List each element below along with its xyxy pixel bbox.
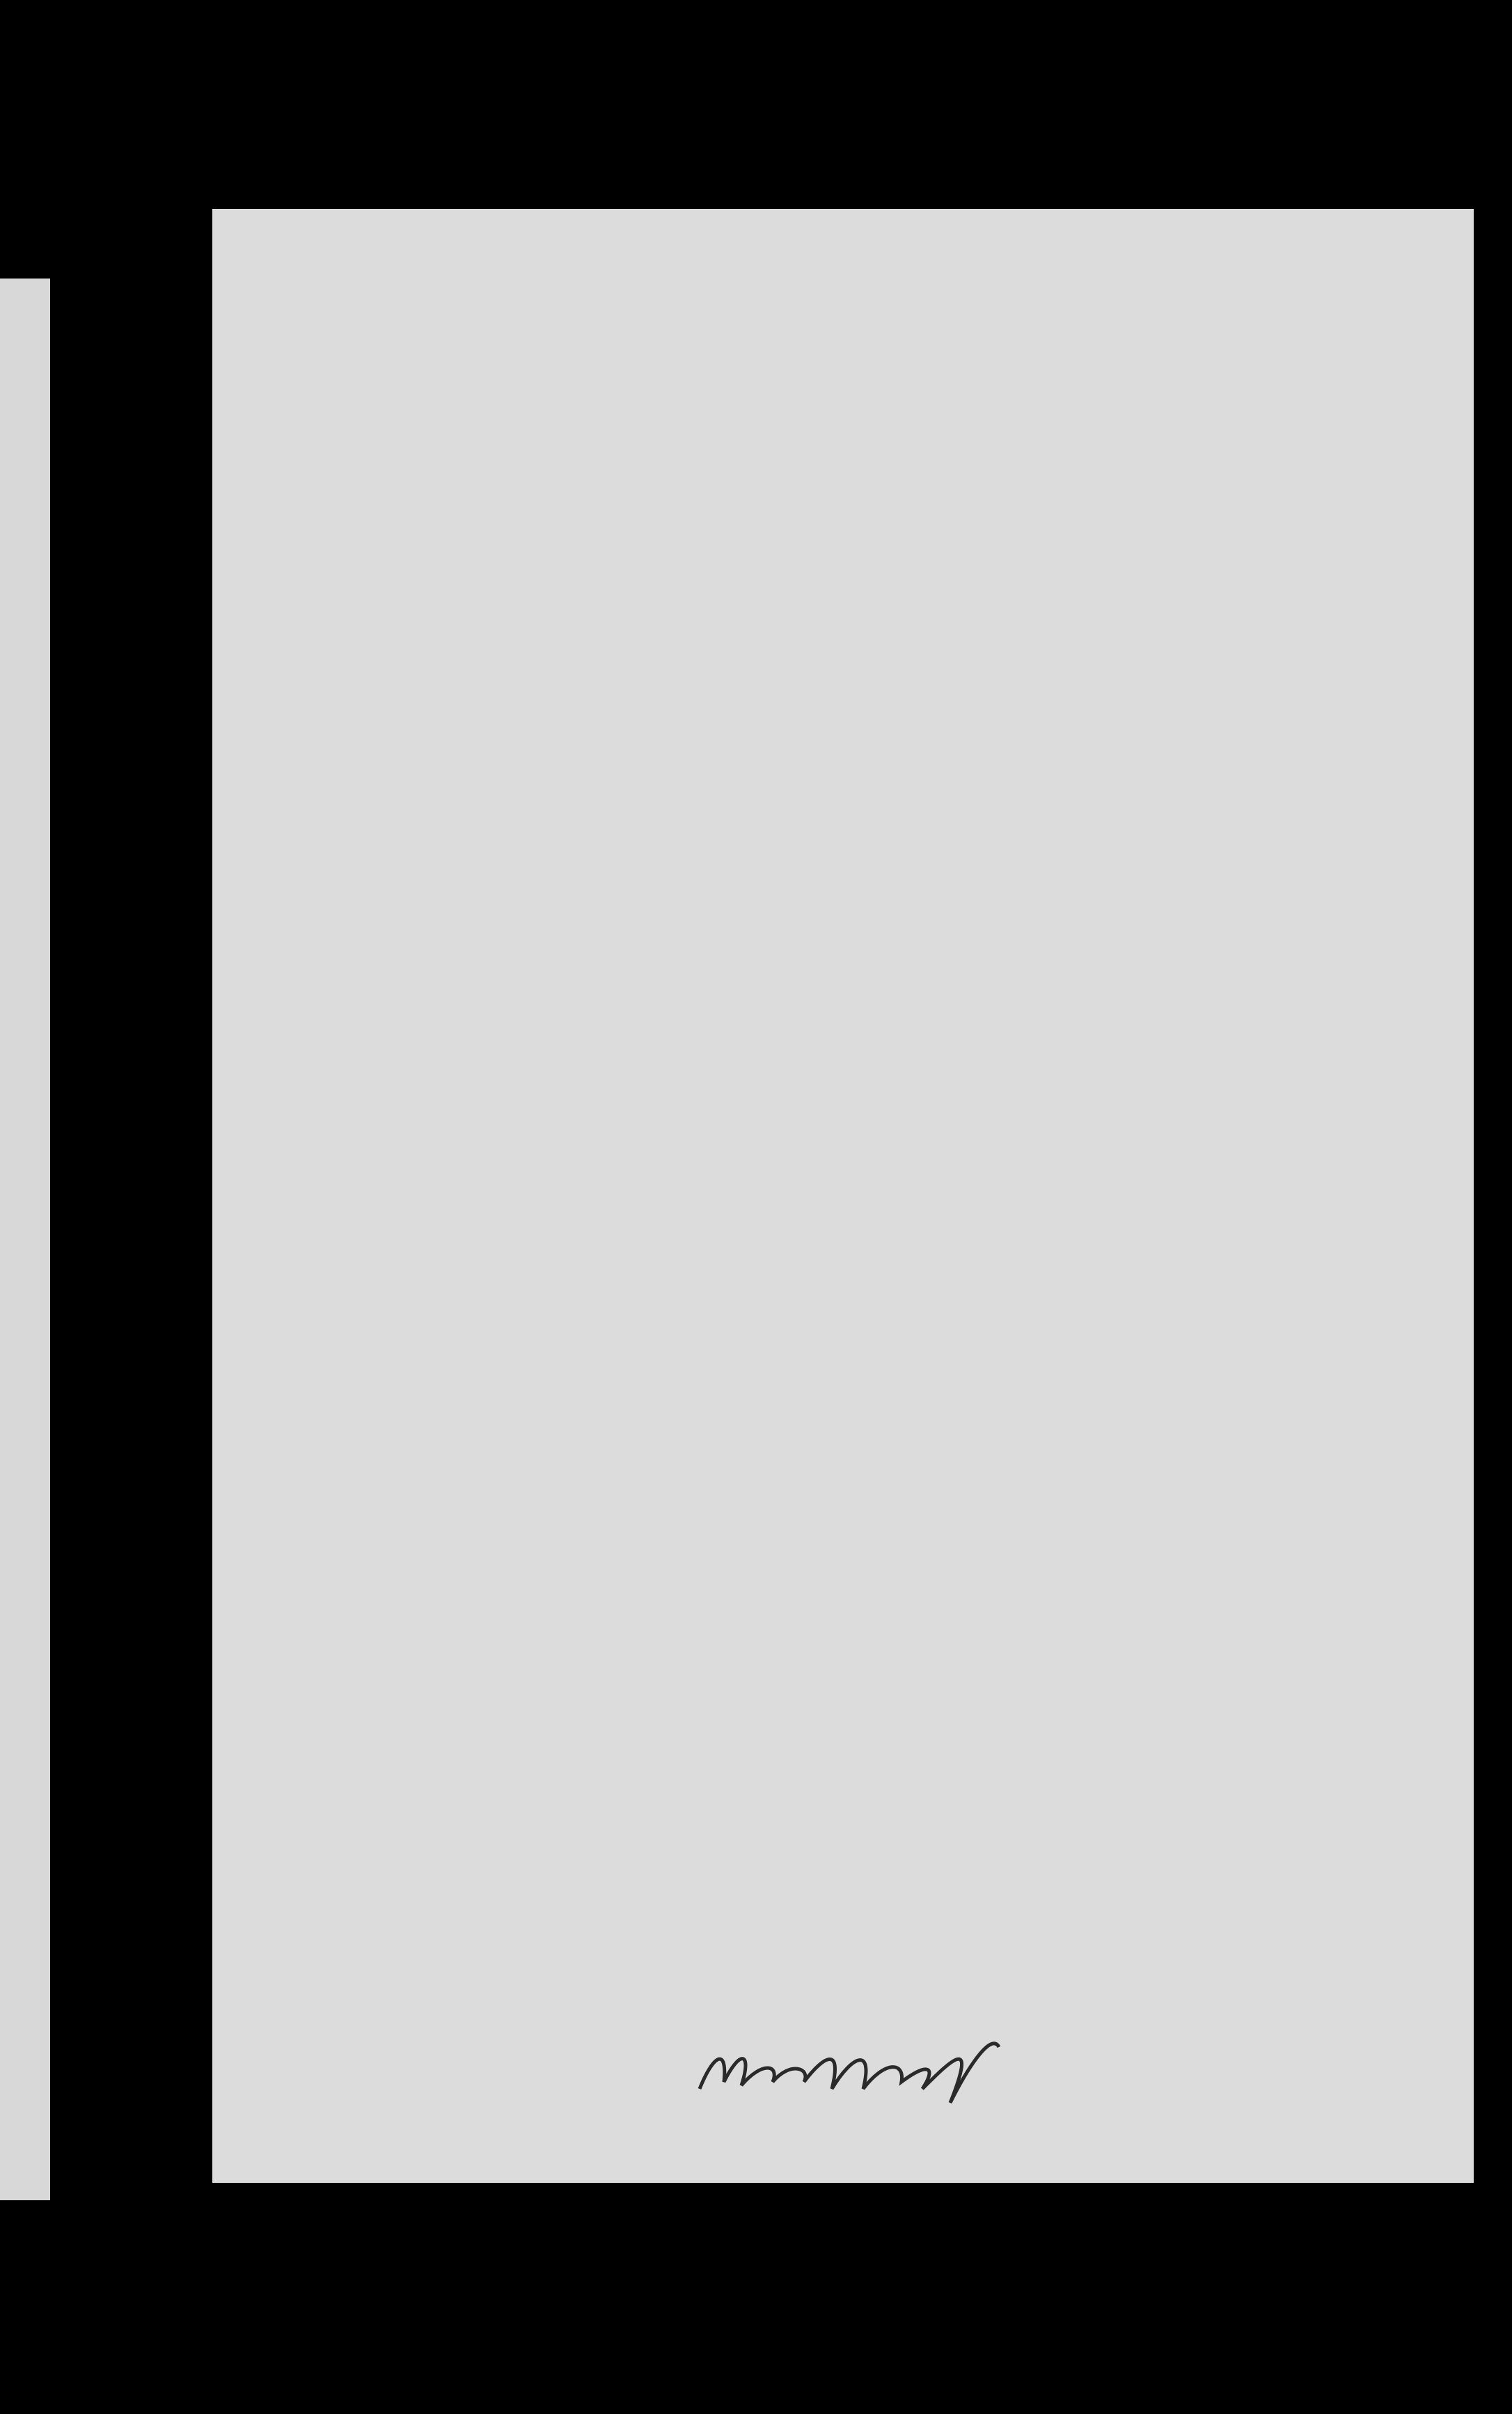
table-rules [212, 209, 1474, 2183]
manifest-page [212, 209, 1474, 2183]
inspector-signature [212, 209, 1474, 2183]
adjacent-page-strip [0, 279, 50, 2200]
